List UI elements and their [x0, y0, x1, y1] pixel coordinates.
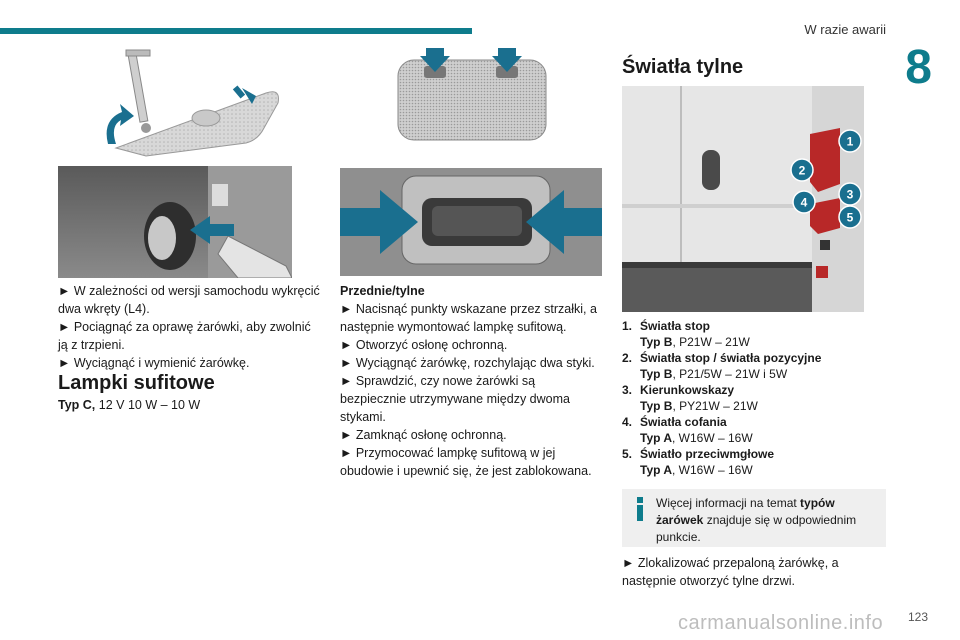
lamp-item: [622, 382, 821, 414]
rear-lamp-list: [622, 318, 821, 478]
lamp-type: Typ B: [640, 335, 673, 349]
info-icon: [634, 497, 646, 521]
chapter-number: 8: [905, 41, 932, 94]
svg-text:5: 5: [846, 210, 854, 225]
step-text: ► Wyciągnąć żarówkę, rozchylając dwa styki.: [340, 356, 595, 370]
lamp-number: 3.: [622, 383, 633, 397]
figure-screw-removal: [86, 48, 286, 158]
svg-text:3: 3: [846, 187, 854, 202]
lamp-spec: , W16W – 16W: [672, 431, 753, 445]
final-step: [622, 554, 886, 590]
lamp-number: 4.: [622, 415, 633, 429]
lamp-number: 1.: [622, 319, 633, 333]
info-text: Więcej informacji na temat typów żarówek znajduje się w odpowiednim punkcie.: [656, 496, 857, 544]
lamp-name: Kierunkowskazy: [640, 383, 735, 397]
figure-lamp-housing: [340, 168, 602, 276]
svg-text:2: 2: [798, 163, 806, 178]
left-steps: [58, 282, 320, 372]
step-text: ► Przymocować lampkę sufitową w jej obudowie i upewnić się, że jest zablokowana.: [340, 446, 592, 478]
watermark: carmanualsonline.info: [678, 612, 884, 634]
lamp-name: Światła stop: [640, 319, 711, 333]
callout-2: [791, 159, 813, 181]
info-box: [622, 489, 886, 547]
callout-1: [839, 130, 861, 152]
lamp-name: Światło przeciwmgłowe: [640, 447, 775, 461]
lamp-item: [622, 350, 821, 382]
interior-lamp-spec: [58, 398, 200, 412]
lamp-name: Światła stop / światła pozycyjne: [640, 351, 822, 365]
middle-steps: [340, 282, 604, 480]
heading-interior-lamps: Lampki sufitowe: [58, 372, 215, 394]
lamp-item: [622, 414, 821, 446]
callout-3: [839, 183, 861, 205]
section-title: W razie awarii: [804, 22, 886, 37]
lamp-spec: , W16W – 16W: [672, 463, 753, 477]
type-label: Typ C,: [58, 398, 96, 412]
lamp-item: [622, 318, 821, 350]
lamp-spec: , P21W – 21W: [672, 335, 750, 349]
lamp-type: Typ B: [640, 399, 673, 413]
lamp-type: Typ B: [640, 367, 673, 381]
step-text: ► Zlokalizować przepaloną żarówkę, a następnie otworzyć tylne drzwi.: [622, 556, 839, 588]
lamp-spec: , PY21W – 21W: [672, 399, 758, 413]
header-accent-bar: [0, 28, 472, 34]
figure-lamp-front: [396, 48, 548, 144]
lamp-type: Typ A: [640, 431, 672, 445]
lamp-number: 2.: [622, 351, 633, 365]
lamp-type: Typ A: [640, 463, 672, 477]
subheading-front-rear: Przednie/tylne: [340, 284, 425, 298]
step-text: ► Pociągnąć za oprawę żarówki, aby zwolnić ją z trzpieni.: [58, 320, 311, 352]
step-text: ► Wyciągnąć i wymienić żarówkę.: [58, 356, 250, 370]
figure-bulb-holder: [58, 166, 292, 278]
callout-4: [793, 191, 815, 213]
step-text: ► Zamknąć osłonę ochronną.: [340, 428, 507, 442]
bulb-types-link: typów żarówek: [656, 496, 835, 527]
svg-text:4: 4: [800, 195, 808, 210]
type-value: 12 V 10 W – 10 W: [95, 398, 201, 412]
lamp-spec: , P21/5W – 21W i 5W: [672, 367, 788, 381]
figure-rear-lights: [622, 86, 864, 312]
svg-text:1: 1: [846, 134, 854, 149]
page-number: 123: [907, 610, 928, 624]
step-text: ► Sprawdzić, czy nowe żarówki są bezpiecznie utrzymywane między dwoma stykami.: [340, 374, 570, 424]
callout-5: [839, 206, 861, 228]
step-text: ► Otworzyć osłonę ochronną.: [340, 338, 508, 352]
lamp-item: [622, 446, 821, 478]
lamp-number: 5.: [622, 447, 633, 461]
step-text: ► W zależności od wersji samochodu wykręcić dwa wkręty (L4).: [58, 284, 320, 316]
lamp-name: Światła cofania: [640, 415, 727, 429]
heading-rear-lights: Światła tylne: [622, 56, 744, 78]
step-text: ► Nacisnąć punkty wskazane przez strzałki, a następnie wymontować lampkę sufitową.: [340, 302, 597, 334]
